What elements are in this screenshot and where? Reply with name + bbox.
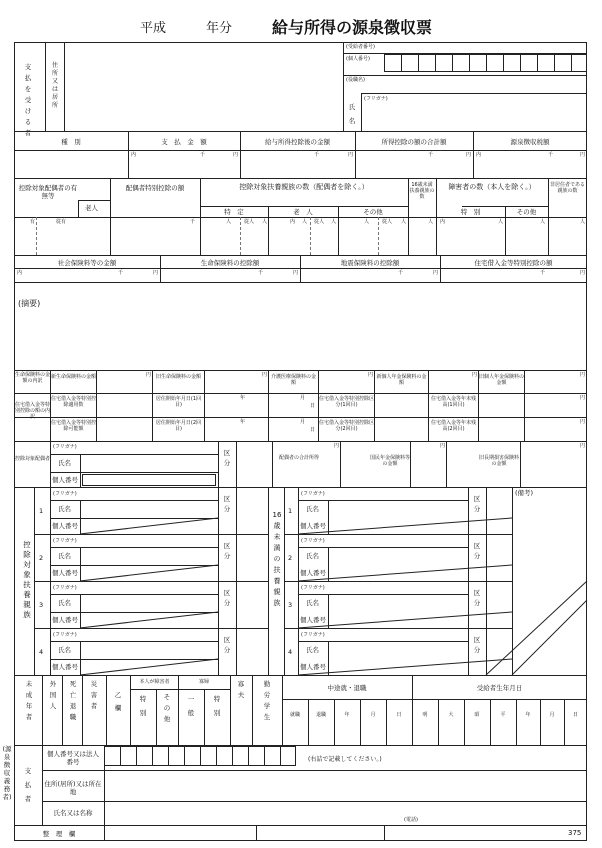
dep16-row-3: 3 [288, 601, 293, 609]
personal-number-label: (個人番号) [346, 56, 370, 62]
day-2: 日 [310, 427, 316, 433]
dep2-name: 氏名 [58, 552, 71, 560]
status-otsu: 乙欄 [114, 691, 122, 712]
jugen-label: 従有 [56, 219, 67, 225]
furigana-label: (フリガナ) [364, 96, 388, 102]
housing-breakdown-label: 住宅借入金等特別控除の額の内訳 [15, 402, 51, 420]
spouse-special-label: 配偶者特別控除の額 [125, 184, 185, 192]
birth-col-day: 日 [572, 712, 578, 718]
dependent-count-label: 控除対象扶養親族の数（配偶者を除く。） [239, 183, 369, 191]
housing-date2-label: 居住開始年月日(2回目) [155, 420, 202, 432]
dep16-4-name: 氏名 [306, 646, 319, 654]
dep4-furigana: (フリガナ) [53, 632, 77, 638]
year-2: 年 [240, 419, 246, 425]
status-widow: 寡婦 [198, 679, 209, 685]
dep16-1-number: 個人番号 [300, 522, 326, 530]
sen-7: 千 [258, 270, 264, 276]
tokubetsu-label: 特 別 [460, 208, 481, 216]
payee-label: 支払を受ける者 [24, 63, 32, 137]
dep16-3-number: 個人番号 [300, 616, 326, 624]
care-label: 介護医療保険料の金額 [270, 374, 316, 386]
uchi-1: 内 [131, 152, 137, 158]
rojin-label: 老人 [85, 204, 98, 212]
status-foreigner: 外国人 [49, 680, 57, 710]
sen-4: 千 [548, 152, 554, 158]
en-3: 円 [466, 152, 472, 158]
dep16-4-kubun: 区分 [473, 636, 481, 654]
dep3-kubun: 区分 [223, 589, 231, 607]
dep2-number: 個人番号 [52, 569, 78, 577]
uchi-3: 内 [290, 219, 296, 225]
status-kafu-tokubetsu: 特別 [213, 695, 221, 717]
new-pension-label: 新個人年金保険料の金額 [376, 374, 427, 386]
birth-col-showa: 昭 [474, 712, 480, 718]
header-withholding: 源泉徴収税額 [510, 138, 550, 146]
dep-row-3: 3 [39, 601, 44, 609]
old-pension-label: 旧個人年金保険料の金額 [479, 374, 525, 386]
dep16-row-2: 2 [288, 554, 293, 562]
change-col-month: 月 [370, 712, 376, 718]
en-11: 円 [262, 372, 268, 378]
en-6: 円 [153, 270, 159, 276]
sen-1: 千 [200, 152, 206, 158]
en-10: 円 [146, 372, 152, 378]
spouse-total-income-label: 配偶者の合計所得 [278, 455, 319, 461]
sen-6: 千 [118, 270, 124, 276]
en-7: 円 [293, 270, 299, 276]
birth-col-month: 月 [549, 712, 555, 718]
dep-row-2: 2 [39, 554, 44, 562]
header-after-deduction: 給与所得控除後の金額 [265, 138, 330, 146]
year-unit-label: 年分 [206, 21, 233, 36]
spouse-label: 控除対象配偶者の有無等 [18, 184, 78, 200]
housing-amount-label: 住宅借入金等特別控除可能額 [51, 420, 97, 432]
en-8: 円 [433, 270, 439, 276]
payer-number-label: 個人番号又は法人番号 [47, 750, 99, 766]
birth-col-heisei: 平 [500, 712, 506, 718]
housing-div1-label: 住宅借入金等特別控除区分(1回目) [319, 396, 375, 408]
en-17: 円 [334, 443, 340, 449]
nin-5: 人 [498, 219, 504, 225]
status-student: 勤労学生 [263, 680, 271, 721]
dep16-2-number: 個人番号 [300, 569, 326, 577]
era-label: 平成 [140, 21, 167, 36]
status-honnin-tokubetsu: 特別 [139, 695, 147, 717]
header-payment: 支 払 金 額 [161, 138, 207, 146]
dep16-1-kubun: 区分 [473, 495, 481, 513]
birth-col-meiji: 明 [422, 712, 428, 718]
status-kafu-ippan: 一般 [187, 695, 195, 717]
change-label: 中途就・退職 [327, 684, 367, 692]
dep4-name: 氏名 [58, 646, 71, 654]
spouse-name-label: 氏名 [58, 459, 71, 467]
dep-section-label: 控除対象扶養親族 [23, 540, 31, 619]
recipient-number-label: (受給者番号) [346, 44, 375, 50]
nin-2: 人 [302, 219, 308, 225]
seiri-label: 整 理 欄 [42, 830, 76, 838]
uchi-5: 内 [17, 270, 23, 276]
status-disaster: 災害者 [90, 680, 98, 710]
sonota2-label: その他 [516, 208, 537, 216]
housing-bal1-label: 住宅借入金等年末残高(1回目) [430, 396, 476, 408]
dep3-name: 氏名 [58, 599, 71, 607]
nonresident-label: 非居住者である親族の数 [549, 182, 585, 194]
en-14: 円 [580, 372, 586, 378]
biko-label: (備考) [515, 489, 534, 497]
spouse-number-label: 個人番号 [52, 476, 78, 484]
dep4-number: 個人番号 [52, 663, 78, 671]
old-long-label: 旧長期損害保険料の金額 [478, 455, 519, 467]
form-code: 375 [568, 829, 582, 837]
pension-label: 国民年金保険料等の金額 [370, 455, 411, 467]
dep16-row-4: 4 [288, 648, 293, 656]
housing-div2-label: 住宅借入金等特別控除区分(2回目) [319, 420, 375, 432]
housing-date1-label: 居住開始年月日(1回目) [155, 396, 202, 408]
change-col-taishoku: 退職 [315, 712, 326, 718]
remarks-label: (摘要) [18, 299, 41, 308]
rojin2-label: 老 人 [293, 208, 313, 216]
status-death-retire: 死亡退職 [69, 680, 77, 721]
dep3-furigana: (フリガナ) [53, 585, 77, 591]
dep16-2-kubun: 区分 [473, 542, 481, 560]
header-type: 種 別 [61, 138, 81, 146]
dep16-1-furigana: (フリガナ) [301, 491, 325, 497]
payer-address-label: 住所(居所)又は所在地 [44, 780, 102, 796]
nin-3b: 人 [401, 219, 407, 225]
dep-row-1: 1 [39, 507, 44, 515]
dep-row-4: 4 [39, 648, 44, 656]
under16-label: 16歳未満扶養親族の数 [409, 182, 435, 200]
dep16-4-number: 個人番号 [300, 663, 326, 671]
form-title: 給与所得の源泉徴収票 [272, 18, 433, 37]
old-life-label: 旧生命保険料の金額 [155, 374, 201, 380]
dep16-3-kubun: 区分 [473, 589, 481, 607]
nin-6: 人 [540, 219, 546, 225]
birth-col-year: 年 [525, 712, 531, 718]
change-col-shushoku: 就職 [289, 712, 300, 718]
right-note: (右詰で記載してください。) [308, 756, 382, 763]
day-1: 日 [310, 403, 316, 409]
dep1-furigana: (フリガナ) [53, 491, 77, 497]
spouse-furigana: (フリガナ) [53, 444, 77, 450]
en-15: 円 [580, 395, 586, 401]
en-18: 円 [440, 443, 446, 449]
en-2: 円 [348, 152, 354, 158]
nin-7: 人 [580, 219, 586, 225]
en-1: 円 [233, 152, 239, 158]
dep16-4-furigana: (フリガナ) [301, 632, 325, 638]
dep16-2-furigana: (フリガナ) [301, 538, 325, 544]
sen-3: 千 [428, 152, 434, 158]
en-16: 円 [580, 419, 586, 425]
tokutei-label: 特 定 [224, 208, 244, 216]
payer-name-label: 氏名又は名称 [53, 809, 93, 817]
sen-5: 千 [190, 219, 196, 225]
nin-2b: 人 [331, 219, 337, 225]
jnin-3: 従人 [382, 219, 393, 225]
status-widower: 寡夫 [237, 680, 245, 699]
sonota-label: その他 [363, 208, 383, 216]
status-minor: 未成年者 [25, 680, 33, 721]
dep3-number: 個人番号 [52, 616, 78, 624]
name-label: 氏 名 [348, 103, 362, 125]
earthquake-ins-label: 地震保険料の控除額 [340, 259, 400, 267]
payer-side-label: (源泉徴収義務者) [2, 745, 12, 801]
new-life-label: 新生命保険料の金額 [51, 374, 97, 380]
nin-4: 人 [428, 219, 434, 225]
spouse-section-label: 控除対象配偶者 [15, 456, 51, 462]
year-1: 年 [240, 395, 246, 401]
en-19: 円 [580, 443, 586, 449]
dep16-3-furigana: (フリガナ) [301, 585, 325, 591]
payer-label: 支払者 [24, 767, 32, 803]
yu-label: 有 [30, 219, 36, 225]
change-col-year: 年 [344, 712, 350, 718]
en-12: 円 [368, 372, 374, 378]
jnin-2: 従人 [314, 219, 325, 225]
dep4-kubun: 区分 [223, 636, 231, 654]
dep1-number: 個人番号 [52, 522, 78, 530]
address-label: 住所又は居所 [51, 62, 58, 109]
disabled-label: 障害者の数（本人を除く。） [448, 183, 536, 191]
housing-loan-label: 住宅借入金等特別控除の額 [474, 259, 553, 267]
housing-count-label: 住宅借入金等特別控除適用数 [51, 396, 97, 408]
header-total-deduction: 所得控除の額の合計額 [381, 138, 447, 146]
dep2-furigana: (フリガナ) [53, 538, 77, 544]
life-ins-breakdown-label: 生命保険料の金額の内訳 [15, 372, 51, 384]
spouse-kubun: 区分 [223, 449, 231, 467]
status-self-disabled: 本人が障害者 [139, 679, 170, 685]
uchi-4: 内 [440, 219, 446, 225]
social-ins-label: 社会保険料等の金額 [57, 259, 117, 267]
housing-bal2-label: 住宅借入金等年末残高(2回目) [430, 420, 476, 432]
month-1: 月 [300, 395, 306, 401]
dep16-row-1: 1 [288, 507, 293, 515]
nin-1: 人 [226, 219, 232, 225]
nin-3: 人 [364, 219, 370, 225]
position-label: (役職名) [346, 77, 365, 83]
birth-label: 受給者生年月日 [476, 684, 523, 692]
dep16-section-label: 16歳未満の扶養親族 [272, 511, 282, 607]
month-2: 月 [300, 419, 306, 425]
en-9: 円 [580, 270, 586, 276]
sen-2: 千 [314, 152, 320, 158]
dep16-3-name: 氏名 [306, 599, 319, 607]
en-13: 円 [472, 372, 478, 378]
nin-1b: 人 [262, 219, 268, 225]
uchi-2: 内 [476, 152, 482, 158]
birth-col-taisho: 大 [448, 712, 454, 718]
dep1-name: 氏名 [58, 505, 71, 513]
sen-8: 千 [398, 270, 404, 276]
dep1-kubun: 区分 [223, 495, 231, 513]
sen-9: 千 [540, 270, 546, 276]
status-honnin-sonota: その他 [163, 693, 171, 723]
dep16-1-name: 氏名 [306, 505, 319, 513]
life-ins-label: 生命保険料の控除額 [200, 259, 260, 267]
dep16-2-name: 氏名 [306, 552, 319, 560]
jnin-1: 従人 [244, 219, 255, 225]
dep2-kubun: 区分 [223, 542, 231, 560]
en-4: 円 [580, 152, 586, 158]
phone-label: (電話) [404, 817, 418, 823]
change-col-day: 日 [396, 712, 402, 718]
